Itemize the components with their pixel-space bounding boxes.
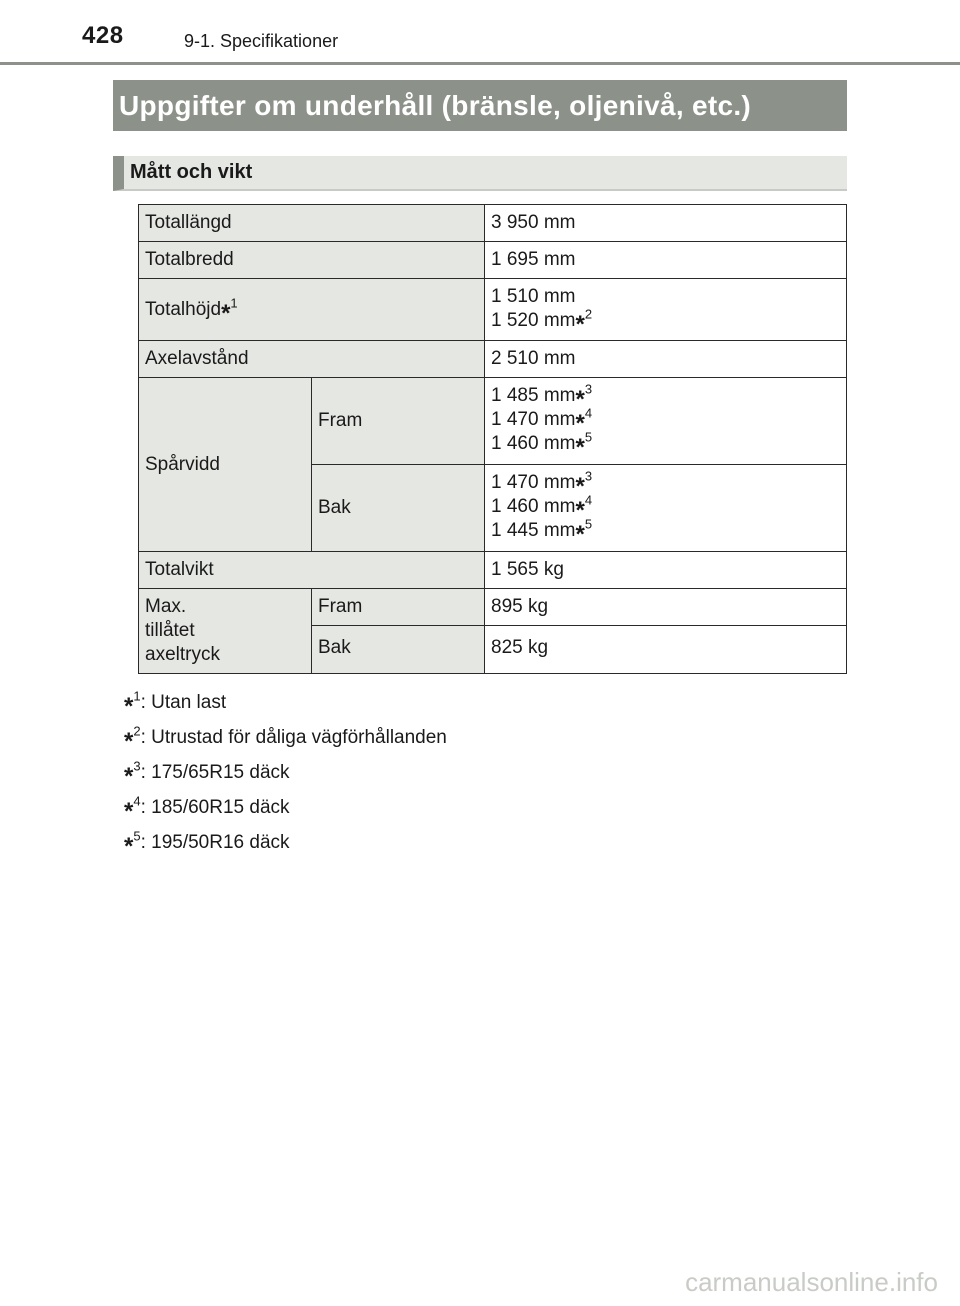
row-value: 1 565 kg bbox=[485, 552, 847, 589]
spec-table bbox=[138, 204, 847, 674]
table-row bbox=[139, 341, 847, 378]
table-row bbox=[139, 552, 847, 589]
page-title: Uppgifter om underhåll (bränsle, oljenivå, etc.) bbox=[113, 80, 847, 131]
footnote: *$^4$: 185/60R15 däck bbox=[124, 793, 290, 825]
footnote: *$^1$: Utan last bbox=[124, 688, 227, 720]
table-row bbox=[139, 378, 847, 465]
row-value: 1 485 mm*$^3$ 1 470 mm*$^4$ 1 460 mm*$^5$ bbox=[485, 378, 847, 465]
row-label: Totalvikt bbox=[139, 552, 485, 589]
table-row bbox=[139, 205, 847, 242]
section-label: 9-1. Specifikationer bbox=[184, 31, 339, 51]
footnote-marker: * bbox=[575, 311, 585, 338]
row-label: Totalhöjd*$^1$ bbox=[139, 279, 485, 341]
row-value: 1 695 mm bbox=[485, 242, 847, 279]
row-sublabel: Fram bbox=[312, 378, 485, 465]
row-sublabel: Fram bbox=[312, 589, 485, 626]
footnote-marker: * bbox=[221, 299, 231, 327]
table-row bbox=[139, 242, 847, 279]
row-sublabel: Bak bbox=[312, 626, 485, 674]
table-row bbox=[139, 589, 847, 626]
row-value: 2 510 mm bbox=[485, 341, 847, 378]
row-value: 1 510 mm 1 520 mm*$^2$ bbox=[485, 279, 847, 341]
footnote: *$^5$: 195/50R16 däck bbox=[124, 828, 290, 860]
row-label: Max. tillåtet axeltryck bbox=[139, 589, 312, 674]
row-label: Spårvidd bbox=[139, 378, 312, 552]
row-value: 895 kg bbox=[485, 589, 847, 626]
row-value: 1 470 mm*$^3$ 1 460 mm*$^4$ 1 445 mm*$^5$ bbox=[485, 465, 847, 552]
header-divider bbox=[0, 62, 960, 65]
row-value: 3 950 mm bbox=[485, 205, 847, 242]
watermark: carmanualsonline.info bbox=[685, 1267, 938, 1297]
page-number: 428 bbox=[82, 22, 124, 49]
row-value: 825 kg bbox=[485, 626, 847, 674]
table-row bbox=[139, 279, 847, 341]
section-subtitle: Mått och vikt bbox=[113, 156, 847, 191]
row-sublabel: Bak bbox=[312, 465, 485, 552]
row-label: Totallängd bbox=[139, 205, 485, 242]
footnote: *$^2$: Utrustad för dåliga vägförhållanden bbox=[124, 723, 447, 755]
footnote: *$^3$: 175/65R15 däck bbox=[124, 758, 290, 790]
row-label: Totalbredd bbox=[139, 242, 485, 279]
row-label: Axelavstånd bbox=[139, 341, 485, 378]
